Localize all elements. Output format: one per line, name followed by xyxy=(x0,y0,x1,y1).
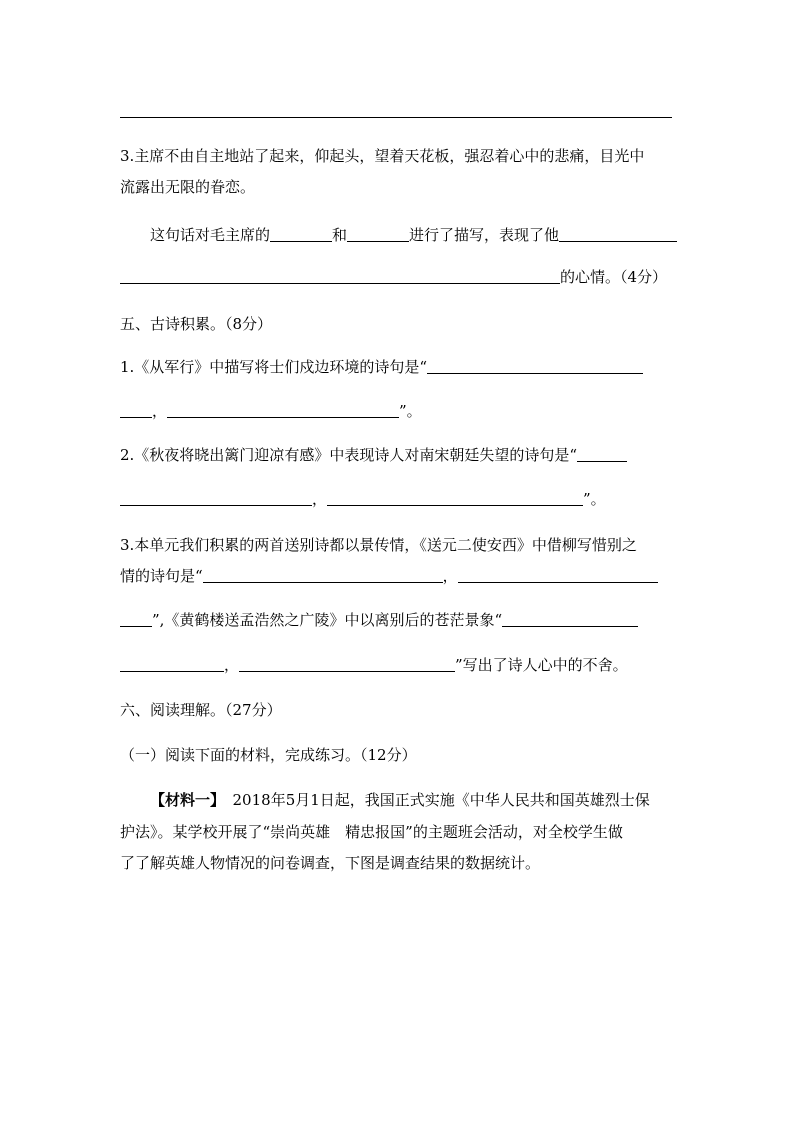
answer-blank[interactable] xyxy=(239,655,455,672)
s5-q3-line-1 xyxy=(120,535,672,555)
answer-blank[interactable] xyxy=(577,445,627,462)
s5-q3-prompt: 情的诗句是“ xyxy=(120,567,203,585)
s5-q3-end: ”写出了诗人心中的不舍。 xyxy=(455,656,628,674)
s5-q2-comma: ， xyxy=(312,490,328,508)
answer-blank[interactable] xyxy=(120,401,152,418)
q3-prompt-b: 和 xyxy=(332,226,348,244)
material-1-line-1 xyxy=(120,790,702,810)
s5-q2-line-1 xyxy=(120,445,672,465)
answer-blank[interactable] xyxy=(427,357,643,374)
q3-prompt-c: 进行了描写，表现了他 xyxy=(409,226,560,244)
answer-blank[interactable] xyxy=(347,225,409,242)
material-1-text-3: 了了解英雄人物情况的问卷调查，下图是调查结果的数据统计。 xyxy=(120,854,541,872)
s5-q1-close: ”。 xyxy=(399,402,422,420)
s5-q1-line-1 xyxy=(120,357,672,377)
answer-blank[interactable] xyxy=(120,489,312,506)
s5-q3-line-3 xyxy=(120,610,672,630)
answer-blank[interactable] xyxy=(458,566,658,583)
material-1-label: 【材料一】 xyxy=(150,791,218,809)
s5-q3-line-4 xyxy=(120,655,672,675)
material-1-text-2: 护法》。某学校开展了“崇尚英雄 精忠报国”的主题班会活动，对全校学生做 xyxy=(120,823,623,841)
s5-q2-prompt: 2.《秋夜将晓出篱门迎凉有感》中表现诗人对南宋朝廷失望的诗句是“ xyxy=(120,446,577,464)
q3-text-line-2 xyxy=(120,177,672,197)
s5-q3-line-2 xyxy=(120,566,672,586)
answer-line-top xyxy=(120,117,672,118)
s5-q3-text: 3.本单元我们积累的两首送别诗都以景传情，《送元二使安西》中借柳写惜别之 xyxy=(120,536,637,554)
s5-q1-comma: ， xyxy=(152,402,168,420)
answer-blank[interactable] xyxy=(120,655,224,672)
q3-fill-line-1 xyxy=(120,225,702,245)
answer-blank[interactable] xyxy=(502,610,638,627)
s5-q1-prompt: 1.《从军行》中描写将士们戍边环境的诗句是“ xyxy=(120,358,427,376)
q3-text-line-1 xyxy=(120,146,672,166)
answer-blank[interactable] xyxy=(270,225,332,242)
material-1-line-3 xyxy=(120,853,672,873)
s5-q1-line-2 xyxy=(120,401,672,421)
answer-blank[interactable] xyxy=(327,489,583,506)
answer-blank[interactable] xyxy=(120,267,560,284)
section-6-sub-1 xyxy=(120,745,672,765)
s5-q2-close: ”。 xyxy=(583,490,606,508)
answer-blank[interactable] xyxy=(559,225,677,242)
section-5-title xyxy=(120,314,672,334)
s5-q3-comma: ， xyxy=(442,567,458,585)
q3-prompt-end: 的心情。（4分） xyxy=(560,268,668,286)
q3-text-2: 流露出无限的眷恋。 xyxy=(120,178,256,196)
material-1-line-2 xyxy=(120,822,672,842)
s5-q3-prompt-2: ”,《黄鹤楼送孟浩然之广陵》中以离别后的苍茫景象“ xyxy=(152,611,503,629)
answer-blank[interactable] xyxy=(203,566,443,583)
answer-blank[interactable] xyxy=(120,610,152,627)
section-6-title xyxy=(120,700,672,720)
section-5-title-text: 五、古诗积累。（8分） xyxy=(120,315,273,333)
section-6-title-text: 六、阅读理解。（27分） xyxy=(120,701,282,719)
answer-blank[interactable] xyxy=(167,401,399,418)
q3-text-1: 3.主席不由自主地站了起来，仰起头，望着天花板，强忍着心中的悲痛，目光中 xyxy=(120,147,645,165)
section-6-sub-1-text: （一）阅读下面的材料，完成练习。（12分） xyxy=(120,746,417,764)
s5-q2-line-2 xyxy=(120,489,672,509)
s5-q3-comma-2: ， xyxy=(224,656,240,674)
q3-prompt-a: 这句话对毛主席的 xyxy=(150,226,271,244)
material-1-text-1: 2018年5月1日起，我国正式实施《中华人民共和国英雄烈士保 xyxy=(217,791,650,809)
q3-fill-line-2 xyxy=(120,267,672,287)
